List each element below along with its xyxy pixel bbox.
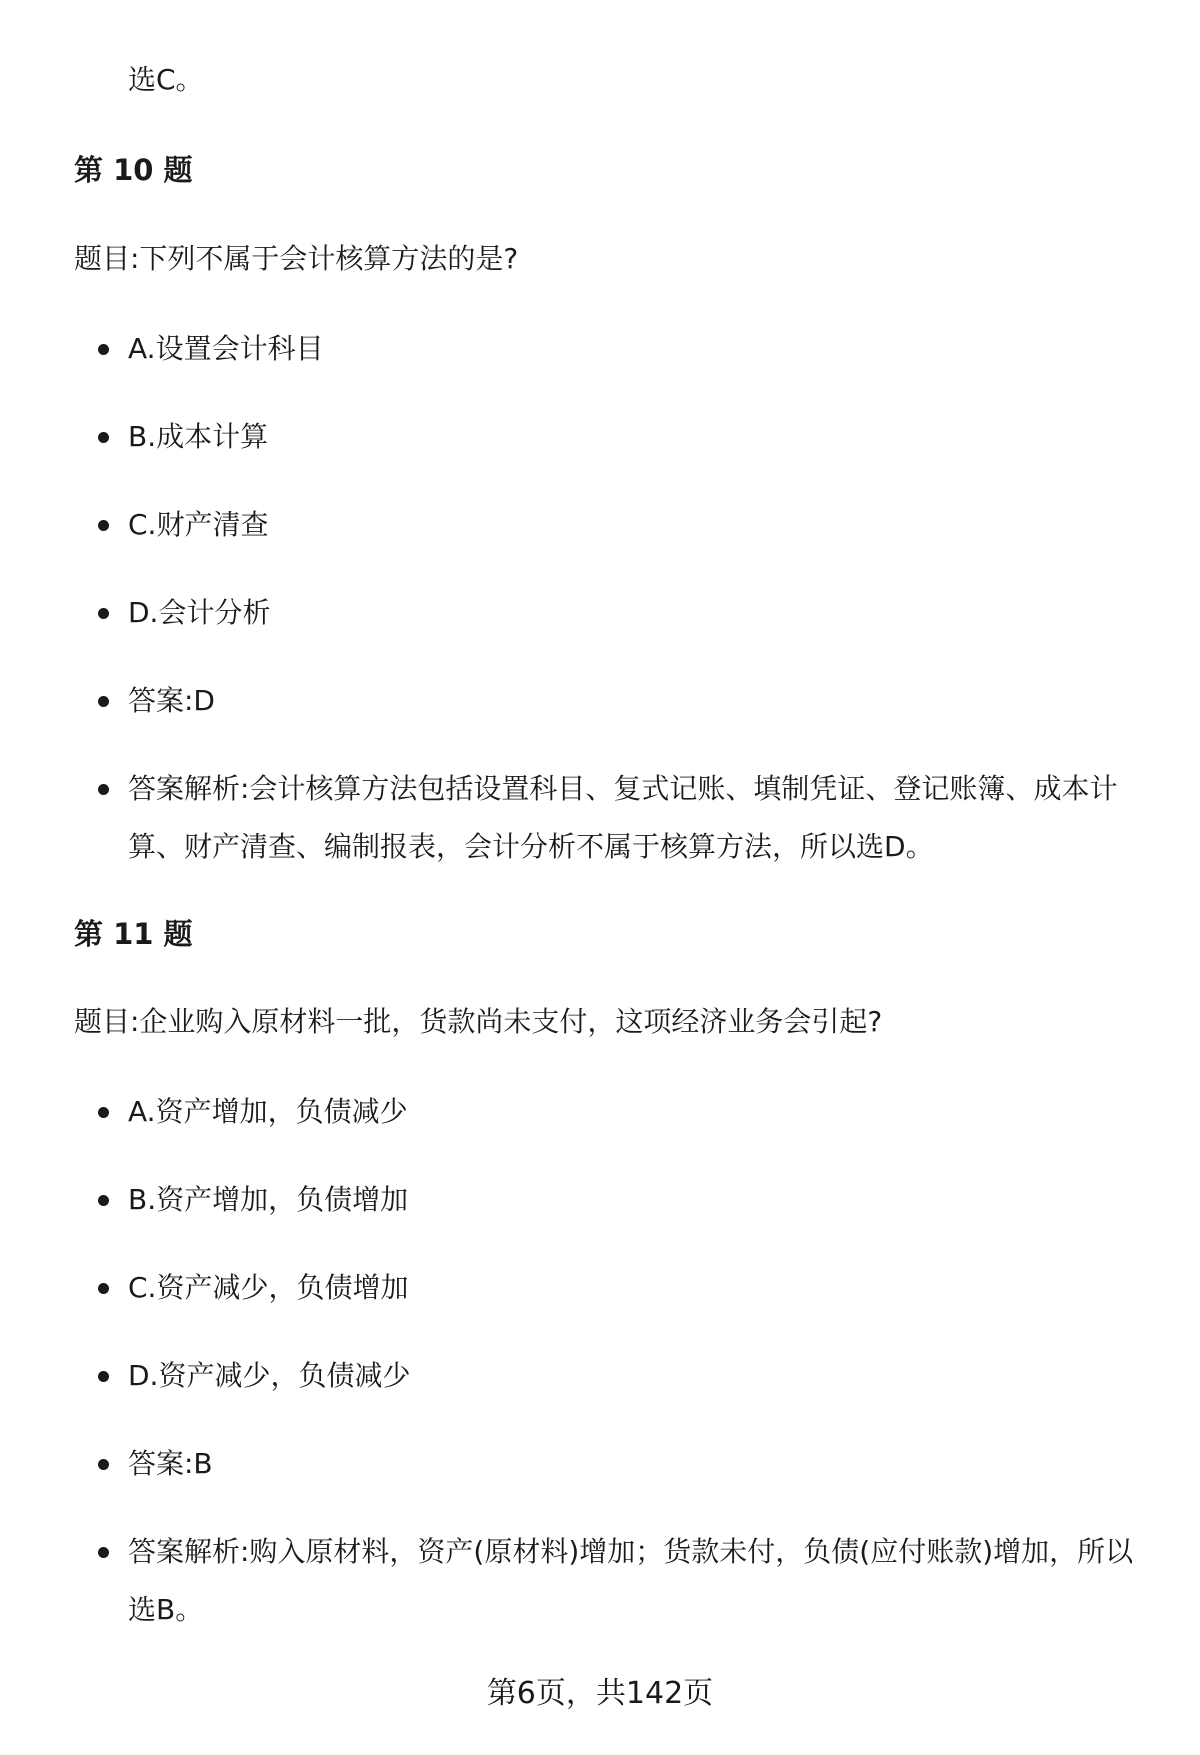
question-heading: 第 11 题 [74,917,193,951]
question-prompt: 题目:下列不属于会计核算方法的是? [74,242,519,275]
bullet-icon [98,1371,109,1382]
bullet-icon [98,784,109,795]
bullet-icon [98,608,109,619]
option-text: D.会计分析 [128,596,271,629]
bullet-icon [98,432,109,443]
explanation-text: 答案解析:购入原材料，资产(原材料)增加；货款未付，负债(应付账款)增加，所以选B。 [128,1535,1134,1626]
bullet-icon [98,1195,109,1206]
option-text: A.资产增加，负债减少 [128,1095,408,1128]
bullet-icon [98,1547,109,1558]
previous-explanation-continuation: 选C。 [128,63,204,96]
option-text: B.成本计算 [128,420,269,453]
bullet-icon [98,1283,109,1294]
explanation-text: 答案解析:会计核算方法包括设置科目、复式记账、填制凭证、登记账簿、成本计算、财产清查、编制报表，会计分析不属于核算方法，所以选D。 [128,772,1118,863]
option-text: B.资产增加，负债增加 [128,1183,409,1216]
page-number-footer: 第6页，共142页 [486,1676,714,1711]
bullet-icon [98,344,109,355]
question-prompt: 题目:企业购入原材料一批，货款尚未支付，这项经济业务会引起? [74,1005,883,1038]
question-heading: 第 10 题 [74,153,193,187]
bullet-icon [98,520,109,531]
option-text: A.设置会计科目 [128,332,324,365]
bullet-icon [98,696,109,707]
option-text: C.资产减少，负债增加 [128,1271,409,1304]
option-text: D.资产减少，负债减少 [128,1359,411,1392]
option-text: C.财产清查 [128,508,269,541]
answer-text: 答案:B [128,1447,213,1480]
bullet-icon [98,1459,109,1470]
answer-text: 答案:D [128,684,215,717]
bullet-icon [98,1107,109,1118]
